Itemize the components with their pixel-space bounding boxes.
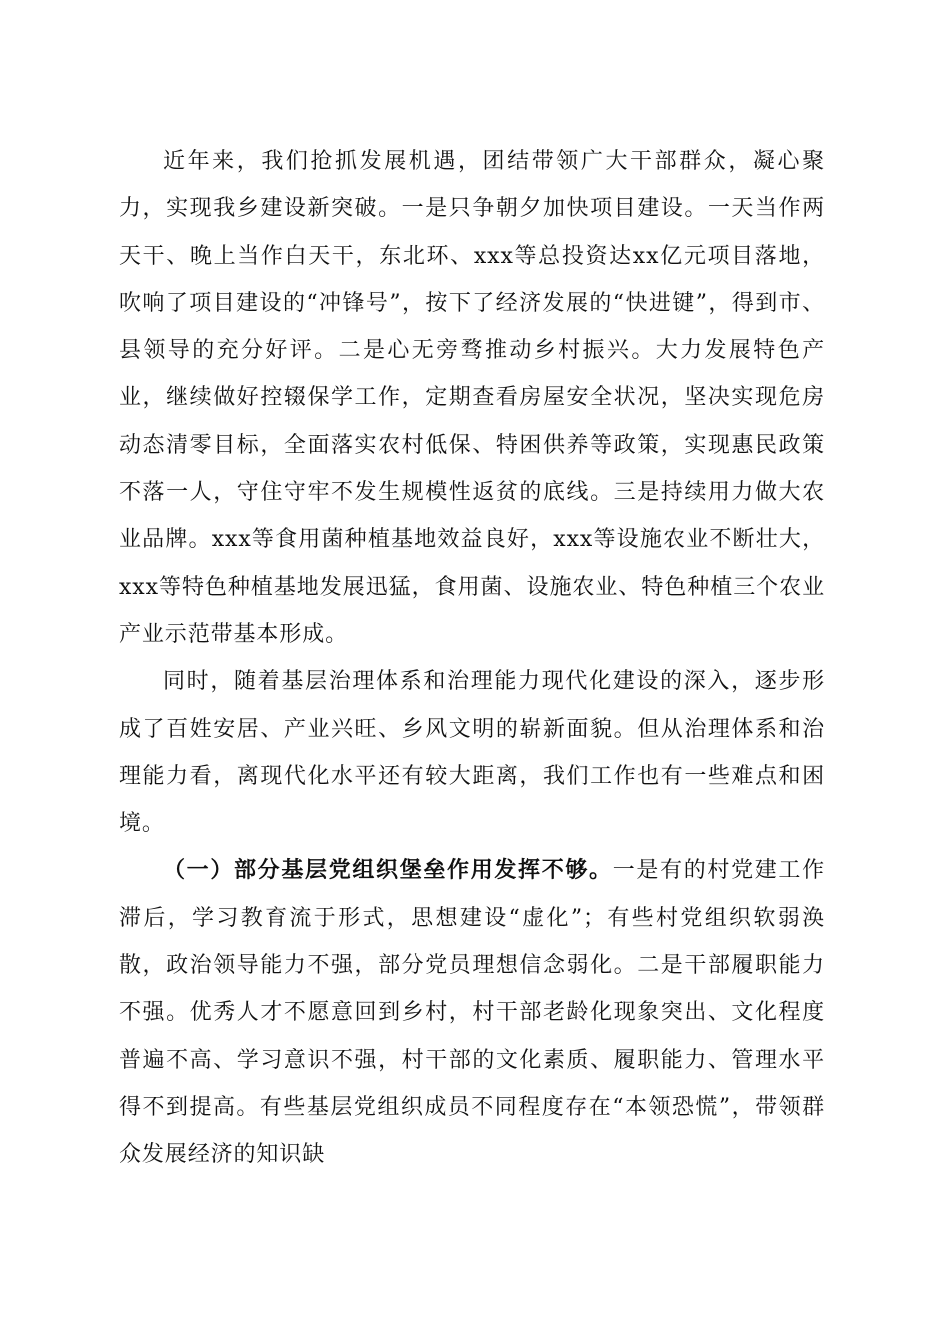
- paragraph-achievements: [119, 138, 825, 658]
- paragraph-challenges-intro: [119, 658, 825, 847]
- paragraph-achievements-text: 近年来，我们抢抓发展机遇，团结带领广大干部群众，凝心聚力，实现我乡建设新突破。一是只争朝夕加快项目建设。一天当作两天干、晚上当作白天干，东北环、xxx等总投资达xx亿元项目落地，吹响了项目建设的“冲锋号”，按下了经济发展的“快进键”，得到市、县领导的充分好评。二是心无旁骛推动乡村振兴。大力发展特色产业，继续做好控辍保学工作，定期查看房屋安全状况，坚决实现危房动态清零目标，全面落实农村低保、特困供养等政策，实现惠民政策不落一人，守住守牢不发生规模性返贫的底线。三是持续用力做大农业品牌。xxx等食用菌种植基地效益良好，xxx等设施农业不断壮大，xxx等特色种植基地发展迅猛，食用菌、设施农业、特色种植三个农业产业示范带基本形成。: [119, 149, 825, 647]
- section-one-heading: （一）部分基层党组织堡垒作用发挥不够。: [163, 857, 613, 884]
- paragraph-challenges-intro-text: 同时，随着基层治理体系和治理能力现代化建设的深入，逐步形成了百姓安居、产业兴旺、乡风文明的崭新面貌。但从治理体系和治理能力看，离现代化水平还有较大距离，我们工作也有一些难点和困境。: [119, 669, 825, 837]
- document-body: [119, 138, 825, 1179]
- paragraph-section-one: [119, 847, 825, 1178]
- section-one-text: 一是有的村党建工作滞后，学习教育流于形式，思想建设“虚化”；有些村党组织软弱涣散，政治领导能力不强，部分党员理想信念弱化。二是干部履职能力不强。优秀人才不愿意回到乡村，村干部老龄化现象突出、文化程度普遍不高、学习意识不强，村干部的文化素质、履职能力、管理水平得不到提高。有些基层党组织成员不同程度存在“本领恐慌”，带领群众发展经济的知识缺: [119, 858, 825, 1168]
